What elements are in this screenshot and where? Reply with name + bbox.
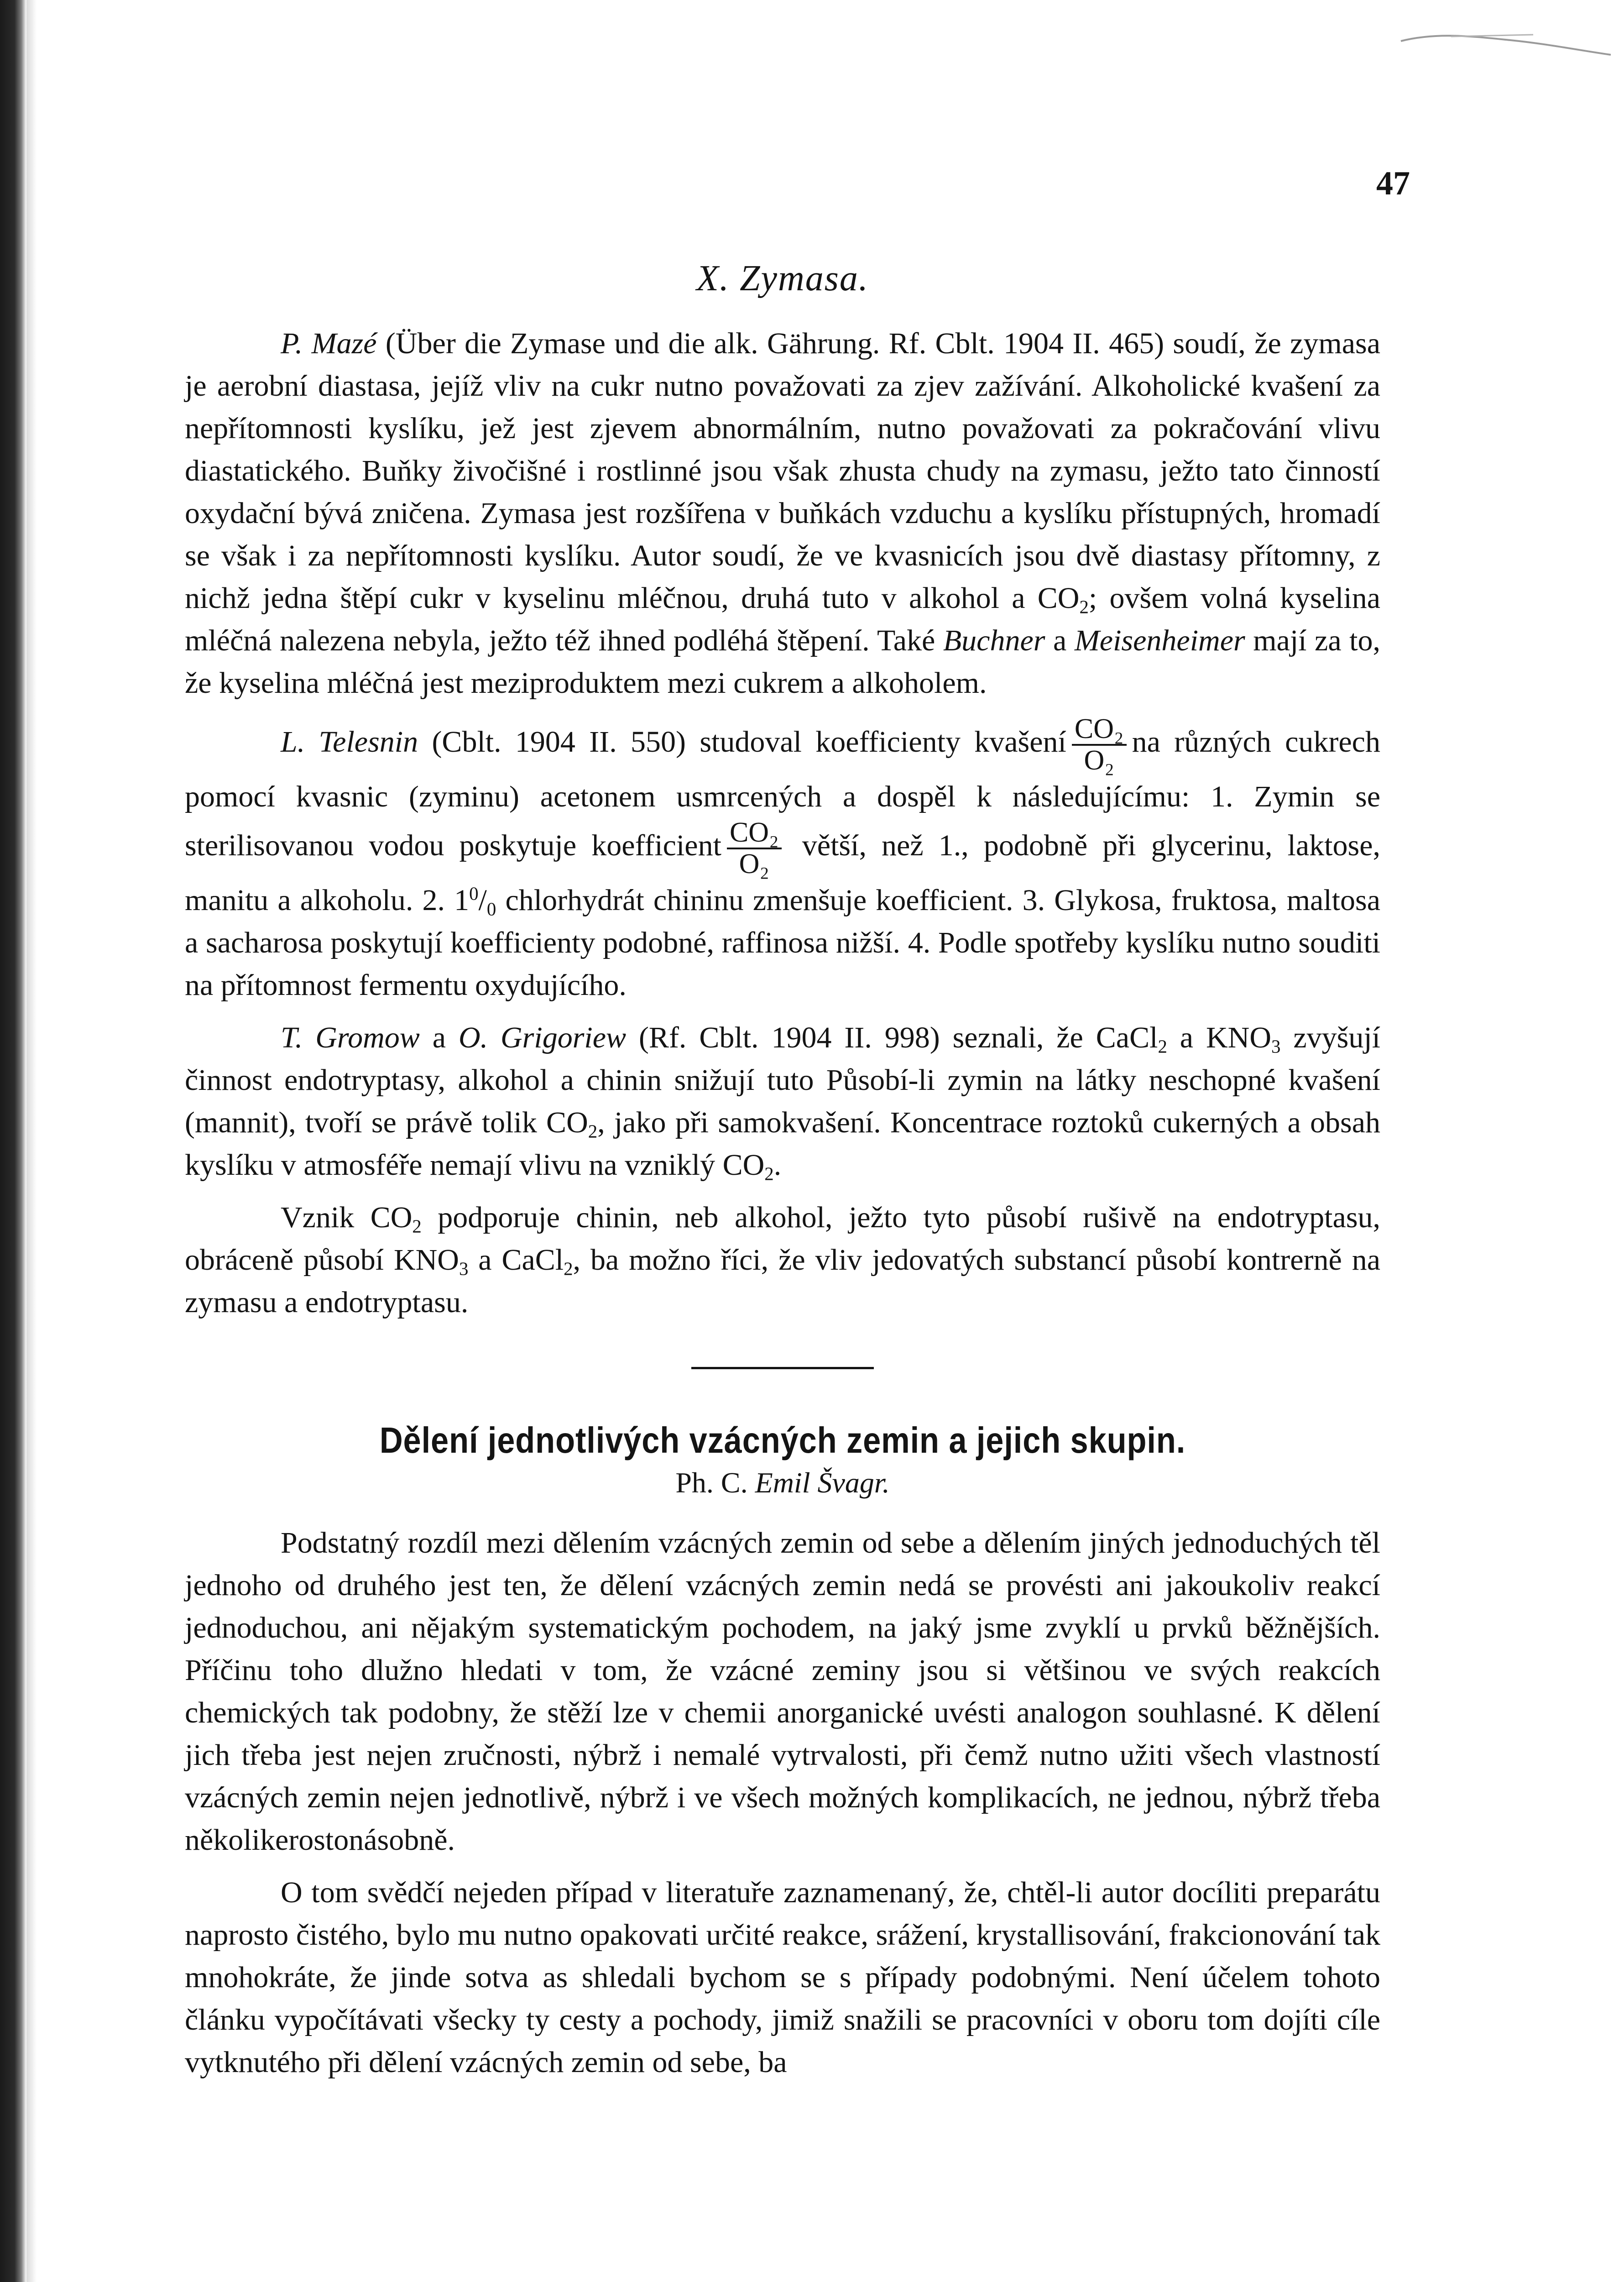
paragraph-text: a CaCl: [468, 1243, 564, 1277]
paragraph-text: a KNO: [1167, 1021, 1271, 1055]
binding-edge: [26, 0, 37, 2282]
paragraph-text: větší, než 1., podobně při glycerinu, laktose, manitu a alkoholu. 2. 1: [185, 829, 1381, 917]
book-binding-shadow: [0, 0, 26, 2282]
subscript: 2: [1158, 1036, 1167, 1057]
article-paragraph-2: O tom svědčí nejeden případ v literatuře zaznamenaný, že, chtěl-li autor docíliti preparátu naprosto čistého, bylo mu nutno opakovati určité reakce, srážení, krystallisování, frakcionování tak mnohokráte, že jinde sotva as shledali bychom se s případy podobnými. Není účelem tohoto článku vypočítávati všecky ty cesty a pochody, jimiž snažili se pracovníci v oboru tom dojíti cíle vytknutého při dělení vzácných zemin od sebe, ba: [185, 1876, 1380, 2079]
author-name: T. Gromow: [281, 1021, 420, 1055]
page-number: 47: [1376, 165, 1410, 202]
fraction-co2-o2: [727, 818, 782, 879]
subscript: 2: [764, 1163, 774, 1184]
subscript: 3: [459, 1258, 469, 1279]
paragraph-text: a: [1045, 624, 1075, 657]
fraction-numerator: CO₂: [727, 818, 782, 849]
paragraph-text: (Über die Zymase und die alk. Gährung. Rf. Cblt. 1904 II. 465) soudí, že zymasa je aerobní diastasa, jejíž vliv na cukr nutno považovati za zjev zažívání. Alkoholické kvašení za nepřítomnosti kyslíku, jež jest zjevem abnormálním, nutno považovati za pokračování vlivu diastatického. Buňky živočišné i rostlinné jsou však zhusta chudy na zymasu, ježto tato činností oxydační bývá zničena. Zymasa jest rozšířena v buňkách vzduchu a kyslíku přístupných, hromadí se však i za nepřítomnosti kyslíku. Autor soudí, že ve kvasnicích jsou dvě diastasy přítomny, z nichž jedna štěpí cukr v kyselinu mléčnou, druhá tuto v alkohol a CO: [185, 327, 1381, 615]
paragraph-text: Vznik CO: [281, 1201, 413, 1235]
paragraph-text: podporuje chinin, neb alkohol, ježto tyto působí rušivě na endotryptasu, obráceně působí KNO: [185, 1201, 1381, 1277]
fraction-denominator: O₂: [739, 848, 769, 880]
paragraph-text: , jako při samokvašení. Koncentrace roztoků cukerných a obsah kyslíku v atmosféře nemají vlivu na vzniklý CO: [185, 1106, 1381, 1182]
byline-author: Emil Švagr.: [755, 1466, 890, 1499]
article-title: Dělení jednotlivých vzácných zemin a jejich skupin.: [379, 1420, 1186, 1461]
author-name: Buchner: [943, 624, 1045, 657]
superscript: 0: [469, 883, 479, 904]
paragraph-text: na různých cukrech pomocí kvasnic (zyminu) acetonem usmrcených a dospěl k následujícímu: 1. Zymin se sterilisovanou vodou poskytuje koefficient: [185, 725, 1380, 863]
section-divider: [691, 1367, 874, 1369]
byline-prefix: Ph. C.: [675, 1466, 755, 1499]
margin-pencil-mark: [1396, 23, 1615, 64]
fraction-denominator: O₂: [1084, 745, 1114, 776]
paragraph-text: a: [419, 1021, 459, 1055]
subscript: 0: [486, 899, 496, 920]
subscript: 2: [564, 1258, 573, 1279]
paragraph-text: (Rf. Cblt. 1904 II. 998) seznali, že CaCl: [626, 1021, 1158, 1055]
section-title: X. Zymasa.: [696, 258, 869, 298]
author-name: Meisenheimer: [1074, 624, 1245, 657]
subscript: 3: [1271, 1036, 1281, 1057]
paragraph-text: ; ovšem volná kyselina mléčná nalezena nebyla, ježto též ihned podléhá štěpení. Také: [185, 581, 1380, 657]
fraction-numerator: CO₂: [1072, 714, 1127, 746]
author-name: P. Mazé: [281, 327, 377, 360]
paragraph-text: (Cblt. 1904 II. 550) studoval koefficienty kvašení: [418, 725, 1066, 759]
author-name: L. Telesnin: [281, 725, 418, 759]
subscript: 2: [588, 1121, 598, 1142]
paragraph-telesnin: [185, 714, 1380, 1006]
subscript: 2: [1079, 597, 1089, 618]
page-text: [185, 258, 1380, 2094]
paragraph-text: zvyšují činnost endotryptasy, alkohol a chinin snižují tuto Působí-li zymin na látky neschopné kvašení (mannit), tvoří se právě tolik CO: [185, 1021, 1381, 1140]
article-paragraph-1: Podstatný rozdíl mezi dělením vzácných zemin od sebe a dělením jiných jednoduchých těl jednoho od druhého jest ten, že dělení vzácných zemin nedá se provésti ani jakoukoliv reakcí jednoduchou, ani nějakým systematickým pochodem, na jaký jsme zvyklí u prvků běžnějších. Příčinu toho dlužno hledati v tom, že vzácné zeminy jsou si většinou ve svých reakcích chemických tak podobny, že stěží lze v chemii anorganické uvésti analogon souhlasné. K dělení jich třeba jest nejen zručnosti, nýbrž i nemalé vytrvalosti, při čemž nutno užiti všech vlastností vzácných zemin nejen jednotlivě, nýbrž i ve všech možných komplikacích, ne jednou, nýbrž třeba několikerostonásobně.: [185, 1526, 1380, 1857]
paragraph-vznik: [185, 1196, 1380, 1324]
paragraph-text: .: [773, 1148, 782, 1182]
paragraph-text: mají za to, že kyselina mléčná jest meziproduktem mezi cukrem a alkoholem.: [185, 624, 1381, 700]
paragraph-maze: [185, 322, 1380, 704]
paragraph-text: chlorhydrát chininu zmenšuje koefficient. 3. Glykosa, fruktosa, maltosa a sacharosa poskytují koefficienty podobné, raffinosa nižší. 4. Podle spotřeby kyslíku nutno souditi na přítomnost fermentu oxydujícího.: [185, 884, 1380, 1002]
paragraph-gromow: [185, 1016, 1380, 1186]
fraction-co2-o2: [1072, 714, 1127, 775]
percent-slash: /: [478, 884, 487, 917]
author-name: O. Grigoriew: [458, 1021, 627, 1055]
paragraph-text: , ba možno říci, že vliv jedovatých substancí působí kontrerně na zymasu a endotryptasu.: [185, 1243, 1380, 1319]
article-byline: [185, 1466, 1380, 1500]
subscript: 2: [412, 1216, 422, 1237]
